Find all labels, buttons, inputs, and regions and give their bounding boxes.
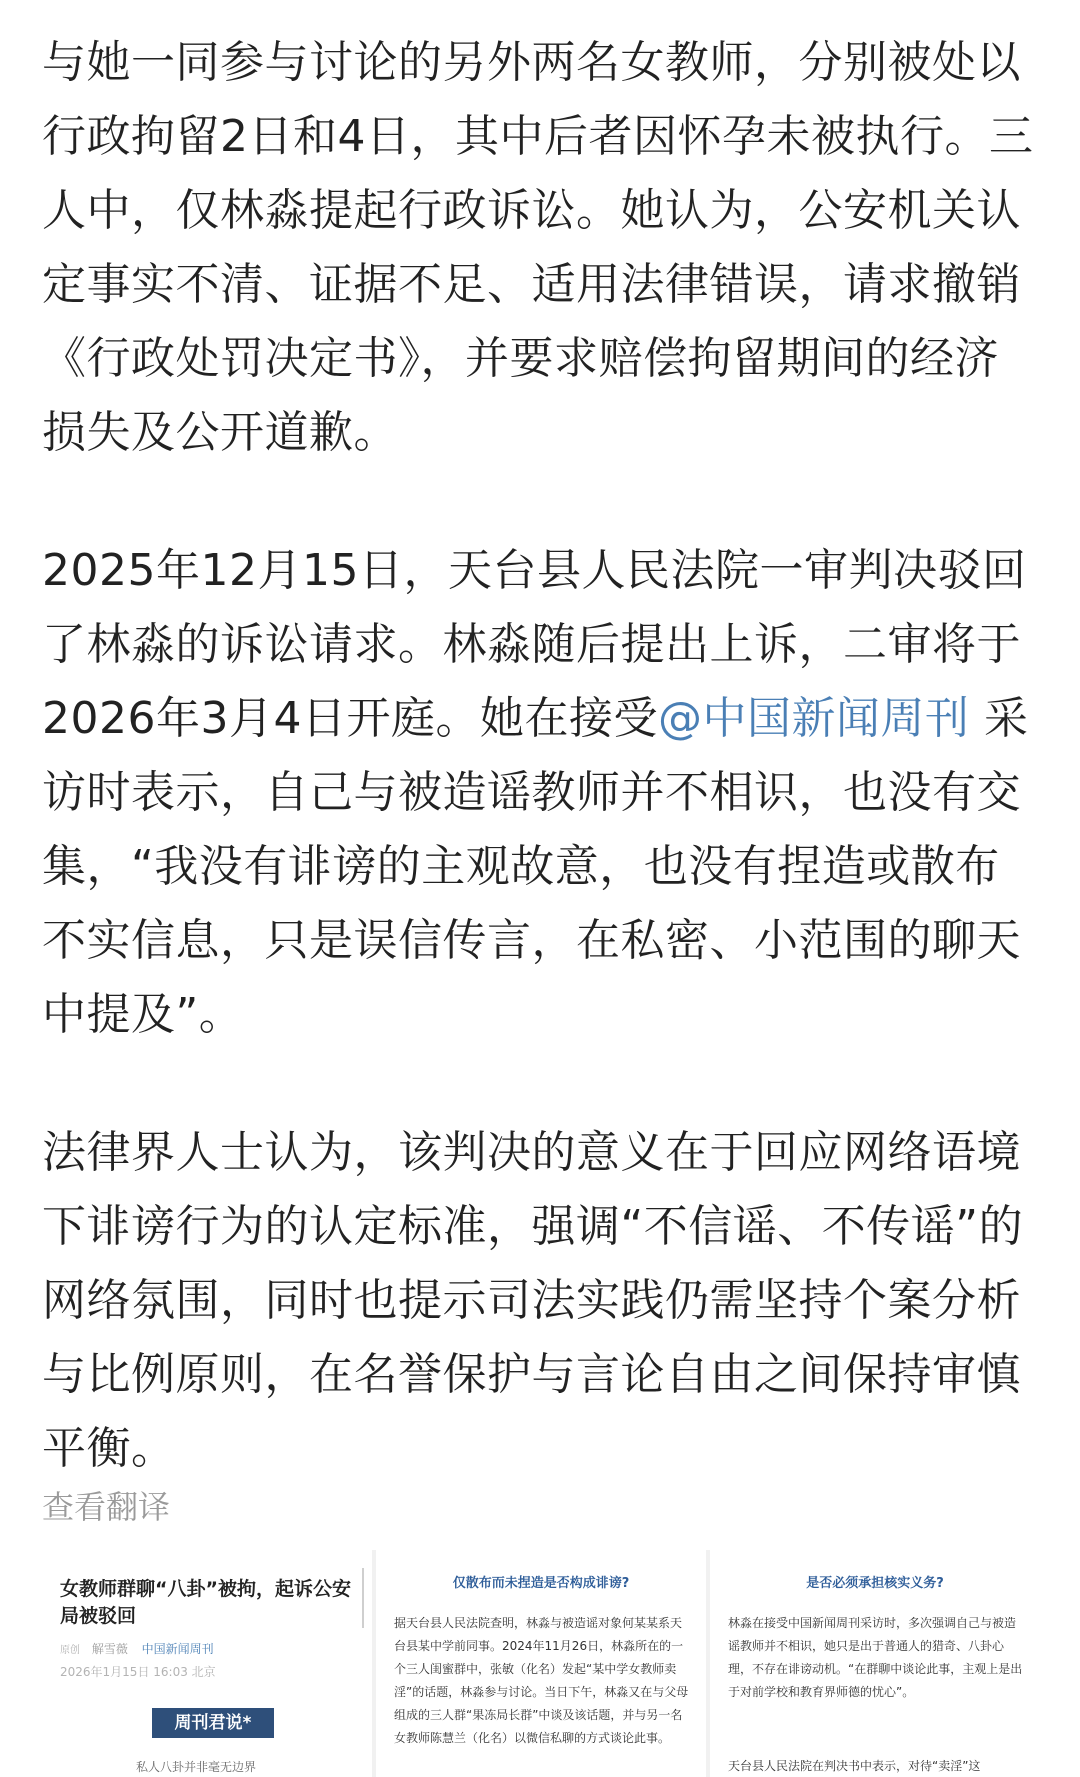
paragraph-3: 法律界人士认为，该判决的意义在于回应网络语境下诽谤行为的认定标准，强调“不信谣、不传谣”的网络氛围，同时也提示司法实践仍需坚持个案分析与比例原则，在名誉保护与言论自由之间保持审慎平衡。 (42, 1127, 1024, 1474)
view-translation-link[interactable]: 查看翻译 (42, 1488, 171, 1526)
image-thumbnail-2[interactable] (376, 1550, 706, 1777)
author-name: 解雪薇 (91, 1642, 128, 1656)
column-banner: 周刊君说* (152, 1708, 274, 1738)
thumbnail-heading: 是否必须承担核实义务? (806, 1576, 944, 1591)
thumbnail-body-continued: 天台县人民法院在判决书中表示，对待“卖淫”这 (728, 1759, 981, 1773)
title-divider (362, 1568, 364, 1628)
paragraph-2 (42, 534, 1042, 1052)
paragraph-2-text-a: 2025年12月15日，天台县人民法院一审判决驳回了林淼的诉讼请求。林淼随后提出上诉，二审将于2026年3月4日开庭。她在接受 (42, 545, 1027, 744)
mention-link[interactable]: @中国新闻周刊 (657, 693, 970, 744)
paragraph-1: 与她一同参与讨论的另外两名女教师，分别被处以行政拘留2日和4日，其中后者因怀孕未被执行。三人中，仅林淼提起行政诉讼。她认为，公安机关认定事实不清、证据不足、适用法律错误，请求撤销《行政处罚决定书》，并要求赔偿拘留期间的经济损失及公开道歉。 (42, 37, 1034, 458)
thumbnail-heading: 仅散布而未捏造是否构成诽谤? (452, 1576, 630, 1591)
paragraph-2-text-b: 采访时表示，自己与被造谣教师并不相识，也没有交集，“我没有诽谤的主观故意，也没有捏造或散布不实信息，只是误信传言，在私密、小范围的聊天中提及”。 (42, 693, 1029, 1040)
source-name: 中国新闻周刊 (141, 1642, 214, 1656)
thumbnail-body: 林淼在接受中国新闻周刊采访时，多次强调自己与被造谣教师并不相识，她只是出于普通人的猎奇、八卦心理，不存在诽谤动机。“在群聊中谈论此事，主观上是出于对前学校和教育界师德的忧心”。 (728, 1616, 1023, 1699)
image-gallery (42, 1550, 1040, 1777)
publish-date: 2026年1月15日 16:03 北京 (60, 1665, 216, 1679)
original-tag: 原创 (60, 1645, 80, 1656)
image-thumbnail-3[interactable] (710, 1550, 1040, 1777)
article-body (42, 26, 1042, 1486)
thumbnail-meta (60, 1640, 214, 1657)
thumbnail-body: 据天台县人民法院查明，林淼与被造谣对象何某某系天台县某中学前同事。2024年11月26日，林淼所在的一个三人闺蜜群中，张敏（化名）发起“某中学女教师卖淫”的话题，林淼参与讨论。当日下午，林淼又在与父母组成的三人群“果冻局长群”中谈及该话题，并与另一名女教师陈慧兰（化名）以微信私聊的方式谈论此事。 (394, 1616, 689, 1745)
image-thumbnail-1[interactable] (42, 1550, 372, 1777)
thumbnail-tagline: 私人八卦并非毫无边界 (136, 1760, 257, 1774)
thumbnail-article-title: 女教师群聊“八卦”被拘，起诉公安局被驳回 (60, 1578, 351, 1627)
